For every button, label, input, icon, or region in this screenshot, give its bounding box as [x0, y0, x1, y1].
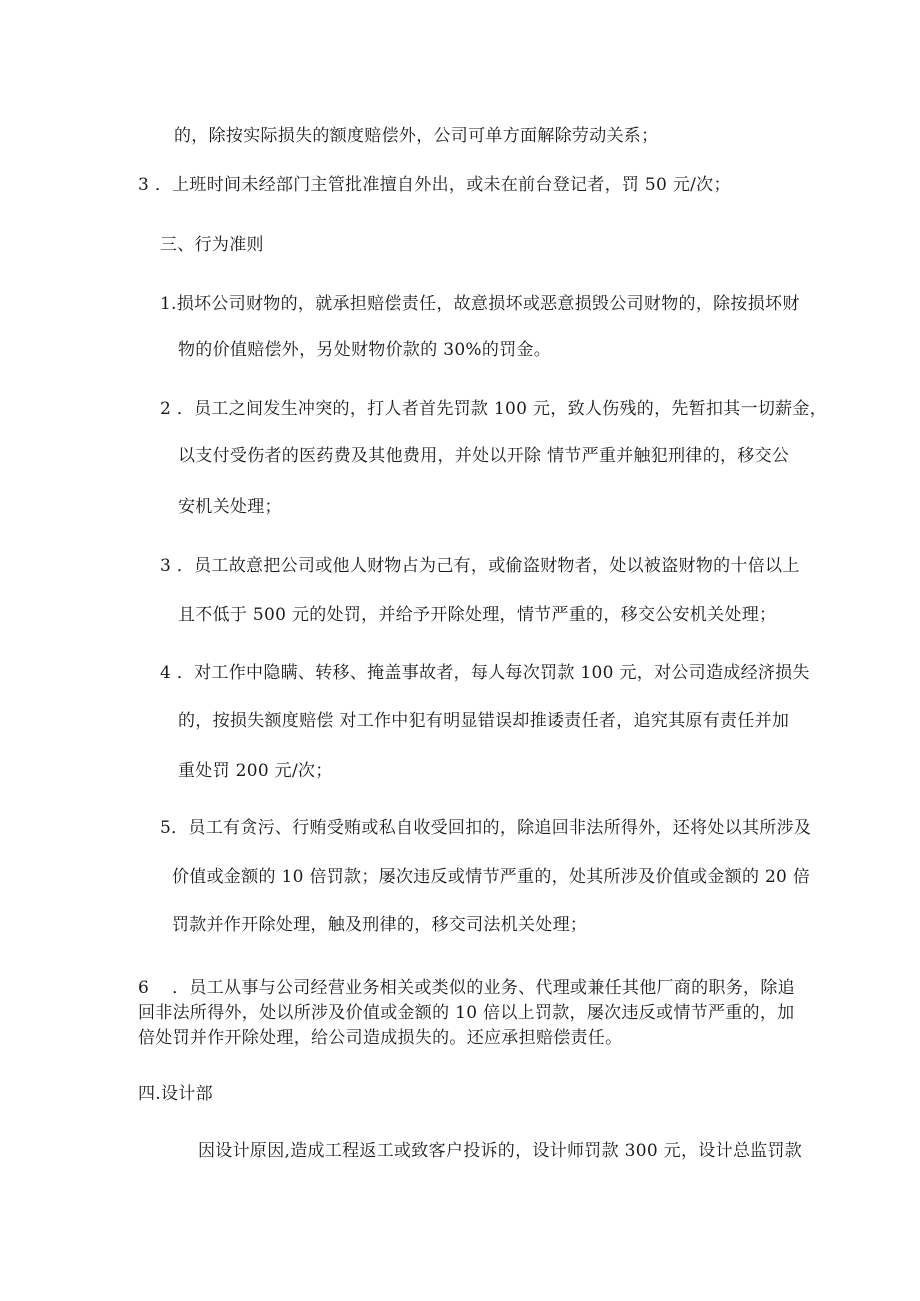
- text-line: 价值或金额的 10 倍罚款；屡次违反或情节严重的，处其所涉及价值或金额的 20 倍: [172, 867, 811, 887]
- text-line: 罚款并作开除处理，触及刑律的，移交司法机关处理；: [172, 915, 588, 935]
- text-line: 2 ．员工之间发生冲突的，打人者首先罚款 100 元，致人伤残的，先暂扣其一切薪金，: [160, 399, 828, 419]
- text-line: 5．员工有贪污、行贿受贿或私自收受回扣的，除追回非法所得外，还将处以其所涉及: [160, 818, 812, 838]
- text-line: 安机关处理；: [178, 497, 282, 517]
- text-line: 的，按损失额度赔偿 对工作中犯有明显错误却推诿责任者，追究其原有责任并加: [178, 711, 790, 731]
- text-line: 物的价值赔偿外，另处财物价款的 30%的罚金。: [178, 340, 552, 360]
- text-line: 的，除按实际损失的额度赔偿外，公司可单方面解除劳动关系；: [174, 126, 659, 146]
- section-heading: 四.设计部: [138, 1084, 213, 1104]
- text-line: 6 ．员工从事与公司经营业务相关或类似的业务、代理或兼任其他厂商的职务，除追: [138, 978, 795, 998]
- text-line: 4 ．对工作中隐瞒、转移、掩盖事故者，每人每次罚款 100 元，对公司造成经济损失: [160, 663, 810, 683]
- text-line: 且不低于 500 元的处罚，并给予开除处理，情节严重的，移交公安机关处理；: [178, 605, 777, 625]
- text-line: 3 ．员工故意把公司或他人财物占为己有，或偷盗财物者，处以被盗财物的十倍以上: [160, 556, 800, 576]
- text-line: 倍处罚并作开除处理，给公司造成损失的。还应承担赔偿责任。: [138, 1028, 623, 1048]
- text-line: 以支付受伤者的医药费及其他费用，并处以开除 情节严重并触犯刑律的，移交公: [178, 446, 790, 466]
- text-line: 3 ．上班时间未经部门主管批准擅自外出，或未在前台登记者，罚 50 元/次；: [138, 175, 731, 195]
- text-line: 因设计原因,造成工程返工或致客户投诉的，设计师罚款 300 元，设计总监罚款: [198, 1141, 803, 1161]
- text-line: 回非法所得外，处以所涉及价值或金额的 10 倍以上罚款，屡次违反或情节严重的，加: [138, 1003, 795, 1023]
- text-line: 重处罚 200 元/次；: [178, 761, 333, 781]
- section-heading: 三、行为准则: [160, 235, 264, 255]
- text-line: 1.损坏公司财物的，就承担赔偿责任，故意损坏或恶意损毁公司财物的，除按损坏财: [160, 294, 800, 314]
